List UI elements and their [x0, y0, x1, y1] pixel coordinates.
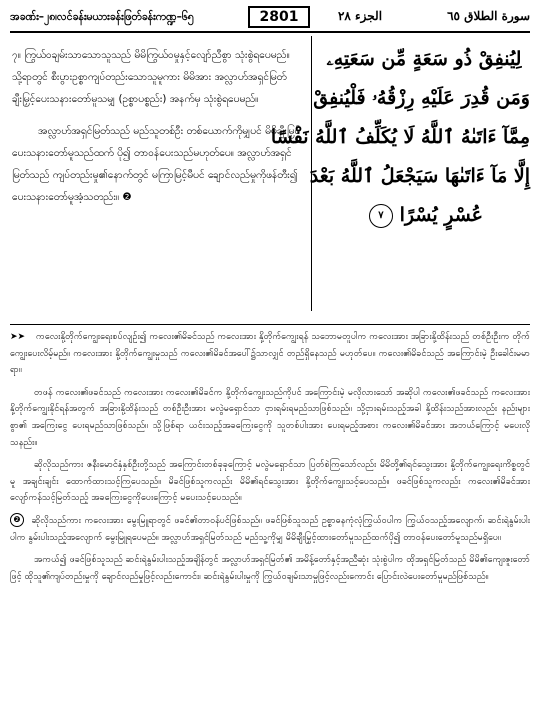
arabic-line: وَمَن قُدِرَ عَلَيْهِ رِزْقُهُۥ فَلْيُنفِقْ: [313, 87, 530, 109]
commentary-text: ဆိုလိုသည်ကား ကလေးအား မွေးမြူရာတွင် ဖခင်၏တာဝန်ပင်ဖြစ်သည်။ ဖခင်ဖြစ်သူသည် ဥစ္စာဓနကုံလုံကြွယ်ဝပါက ကြွယ်ဝသည့်အလျောက်၊ ဆင်းရဲနွမ်းပါးပါက နွမ်းပါးသည့်အလျောက် မွေးမြူရပေမည်။ အလ္လာဟ်အရှင်မြတ်သည် မည်သူ့ကိုမျှ မိမိချီးမြှင့်ထားတော်မူသည်ထက်ပို၍ တာဝန်ပေးတော်မူသည်မရှိပေ။: [10, 515, 530, 543]
header-divider: [10, 31, 530, 33]
page: [10, 6, 530, 706]
commentary-paragraph: [10, 513, 530, 546]
arabic-verse: [270, 40, 530, 235]
arabic-line: إِلَّا مَآ ءَاتَىٰهَا سَيَجْعَلُ ٱللَّهُ بَعْدَ: [309, 165, 530, 187]
commentary-paragraph: တဖန် ကလေး၏ဖခင်သည် ကလေးအား ကလေး၏မိခင်က နို့တိုက်ကျွေးသည်ကိုပင် အကြောင်းမဲ့ မလိုလားသော် အဆိုပါ ကလေး၏ဖခင်သည် ကလေးအား နို့တိုက်ကျွေးနိုင်ရန်အတွက် အခြားနို့ထိန်းသည် တစ်ဦးဦးအား မလွဲမရှောင်သာ ငှားရမ်းရမည်သာဖြစ်သည်။ သို့ငှားရမ်းသည့်အခါ နို့ထိန်းသည်အားလည်း နည်းများစွာ၏ အကြေးငွေ ပေးရမည်သာဖြစ်သည်။ သို့ဖြစ်ရာ ယင်းသည့်အခကြေးငွေကို သူတစ်ပါးအား ပေးရမည့်အစား ကလေး၏မိခင်အား အဘယ်ကြောင့် မပေးလိုသနည်း။: [10, 387, 530, 448]
commentary-paragraph: အကယ်၍ ဖခင်ဖြစ်သူသည် ဆင်းရဲနွမ်းပါးသည့်အချိန်တွင် အလ္လာဟ်အရှင်မြတ်၏ အမိန့်တော်နှင့်အညီဆုံး သုံးစွဲပါက ထိုအရှင်မြတ်သည် မိမိ၏ကျေးဇူးတော်ဖြင့် ထိုသူ၏ကျပ်တည်းမှုကို ချောင်လည်မှုဖြင့်လည်းကောင်း၊ ဆင်းရဲနွမ်းပါးမှုကို ကြွယ်ဝချမ်းသာမှုဖြင့်လည်းကောင်း ပြောင်းလဲပေးတော်မူမည်ဖြစ်သည်။: [10, 555, 530, 582]
page-number: 2801: [248, 6, 310, 28]
commentary-divider: [10, 324, 530, 325]
commentary-paragraph: ဆိုလိုသည်ကား ဇနီးမောင်နှံနှစ်ဦးတို့သည် အကြောင်းတစ်ခုခုကြောင့် မလွဲမရှောင်သာ ပြတ်စဲကြသော်လည်း မိမိတို့၏ရင်သွေးအား နို့တိုက်ကျွေးရေးကိစ္စတွင်မူ အချင်းချင်း ထောက်ထားသင့်ကြပေသည်။ မိခင်ဖြစ်သူကလည်း မိမိ၏ရင်သွေးအား နို့တိုက်ကျွေးသင့်ပေသည်။ ဖခင်ဖြစ်သူကလည်း ကလေး၏မိခင်အား လျော်ကန်သင့်မြတ်သည့် အခကြေးငွေကိုပေးကြောင့် မပေးသင့်ပေသည်။: [10, 460, 530, 504]
commentary: [10, 329, 530, 591]
translation-paragraph: ၇။ ကြွယ်ဝချမ်းသာသောသူသည် မိမိကြွယ်ဝမှုနှင့်လျော်ညီစွာ သုံးစွဲရပေမည်။ သို့ရာတွင် စီးပွားဥစ္စာကျပ်တည်းသောသူမူကား မိမိအား အလ္လာဟ်အရှင်မြတ် ချီးမြှင့်ပေးသနားတော်မူသမျှ (ဥစ္စာပစ္စည်း) အနက်မှ သုံးစွဲရပေမည်။: [12, 49, 290, 105]
footnote-number-icon: ❷: [10, 513, 24, 527]
translation-paragraph: အလ္လာဟ်အရှင်မြတ်သည် မည်သူတစ်ဦး တစ်ယောက်ကိုမျှပင် မိမိချီးမြှင့်ပေးသနားတော်မူသည်ထက် ပို၍ တာဝန်ပေးသည်မဟုတ်ပေ။ အလ္လာဟ်အရှင်မြတ်သည် ကျပ်တည်းမှု၏နောက်တွင် မကြာမြင့်မီပင် ချောင်လည်မှုကိုဖန်တီး၍ ပေးသနားတော်မူအံ့သတည်း။ ❷: [12, 125, 301, 203]
arabic-line: لِيُنفِقْ ذُو سَعَةٍ مِّن سَعَتِهِۦ: [326, 48, 522, 70]
page-header: [10, 6, 530, 30]
translation-column: [12, 44, 306, 208]
arabic-line: عُسْرٍ يُسْرًا: [399, 204, 483, 226]
commentary-text: ကလေးနို့တိုက်ကျွေးရေးစပ်လျဉ်း၍ ကလေး၏မိခင်သည် ကလေးအား နို့တိုက်ကျွေးရန် သဘောမတူပါက ကလေးအား အခြားနို့ထိန်းသည် တစ်ဦးဦးက တိုက်ကျွေးပေးလိမ့်မည်။ ကလေးအား နို့တိုက်ကျွေးမှုသည် ကလေး၏မိခင်အပေါ်၌သာလျှင် တည်ရှိနေသည် မဟုတ်ပေ။ ကလေး၏မိခင်သည် အကြောင်းမဲ့ ဦးခေါင်းမမာရာ။: [10, 332, 530, 376]
commentary-paragraph: [10, 329, 530, 379]
juz-label: الجزء ٢٨: [337, 9, 383, 23]
surah-label: سورة الطلاق ٦٥: [447, 9, 530, 23]
arrow-marker-icon: ➤➤: [10, 332, 26, 342]
ayah-number-marker: ٧: [369, 204, 393, 228]
chapter-title: အခဏ်း–၂၈၊လင်ခန်းမယားခန်းဖြတ်ခန်းကဏ္ဍ–၆၅: [10, 11, 194, 23]
arabic-line: مِمَّآ ءَاتَىٰهُ ٱللَّهُ لَا يُكَلِّفُ ٱللَّهُ نَفْسًا: [270, 126, 530, 148]
arabic-last-line: [318, 196, 530, 235]
